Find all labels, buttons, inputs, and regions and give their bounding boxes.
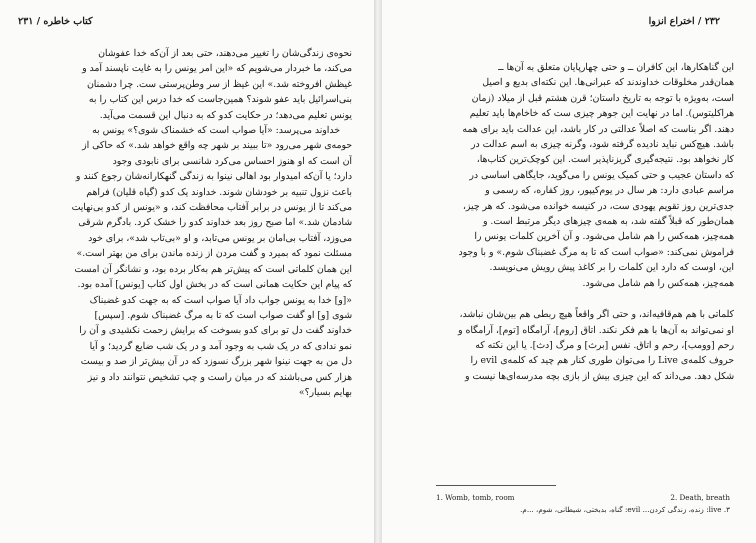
footnotes	[436, 492, 730, 516]
text-line: مراسم عبادی دارد: هر سال در یوم‌کیپور، روز کفاره، که رسمی و	[485, 185, 734, 197]
text-line: کار نخواهد بود. نتیجه‌گیری گریزناپذیر است. این کوچک‌ترین کتاب‌ها،	[476, 154, 734, 166]
text-line: یونس تعلیم می‌دهد؛ در حکایت کدو که به دنبال این قسمت می‌آید.	[99, 109, 352, 121]
text-line: دهند. اگر بناست که اصلاً عدالتی در کار باشد، این عدالت باید برای همه	[462, 123, 734, 135]
text-line: این همان کلماتی است که پیش‌تر هم به‌کار برده بود، و نشانگر آن امست	[74, 263, 352, 275]
text-line: هزار کس می‌باشند که در میان راست و چپ تشخیص نتوانند داد و نیز	[87, 371, 352, 383]
text-line: شکل دهد. می‌داند که این چیزی بیش از بازی بچه مدرسه‌ای‌ها نیست و	[465, 370, 734, 382]
text-line: غیظش افروخته شد.» این غیظ از سر وطن‌پرستی ست. چرا دشمنان	[86, 78, 352, 90]
text-line: مسئلت نمود که بمیرد و گفت مردن از زنده ماندن برای من بهتر است.»	[76, 248, 352, 260]
footnote-row	[436, 492, 730, 504]
text-line: همه‌چیز، همه‌کس را هم شامل می‌شود. و آن آخرین کلمات یونس را	[474, 231, 734, 243]
text-line: نحوه‌ی زندگی‌شان را تغییر می‌دهند، حتی بعد از آن‌که خدا عفوشان	[98, 48, 352, 59]
text-line: شوی [و] او گفت صواب است که تا به مرگ غضبناک شوم. [سپس]	[94, 309, 352, 321]
text-line: خداوند گفت دل تو برای کدو بسوخت که برایش زحمت نکشیدی و آن را	[79, 325, 352, 337]
right-running-header: ۲۳۲ / اختراع انزوا	[648, 16, 720, 27]
text-line: همان‌قدر مخلوقات خداوندند که عبرانی‌ها. این نکته‌ای بدیع و اصیل	[482, 77, 734, 89]
text-line: باشد. هیچ‌کس نباید نادیده گرفته شود، وگرنه چیزی به اسم عدالت در	[471, 139, 734, 151]
text-line: جدی‌ترین روز تقویم یهودی ست، در کنیسه خوانده می‌شود. که هر چیز،	[462, 200, 734, 212]
text-line: شادمان شد.» اما صبح روز بعد خداوند کدو را خشک کرد. بادگرم شرقی	[78, 217, 352, 229]
text-line: خداوند می‌پرسد: «آیا صواب است که خشمناک شوی؟» یونس به	[92, 125, 340, 137]
text-line: رحم [وومب]، رحم و اتاق. نفس [برث] و مرگ [دث]. یا این نکته که	[475, 339, 734, 351]
text-line: این، اوست که دارد این کلمات را بر کاغذ پیش رویش می‌نویسد.	[489, 262, 734, 274]
text-line: «[و] خدا به یونس جواب داد آیا صواب است که به جهت کدو غضبناک	[89, 294, 352, 306]
text-line: می‌وزد، آفتاب بی‌امان بر یونس می‌تابد، و او «بی‌تاب شد»، برای خود	[88, 232, 352, 244]
right-page	[382, 0, 756, 543]
paragraph-gap	[428, 291, 734, 307]
text-line: همه‌چیز، همه‌کس را هم شامل می‌شود.	[582, 277, 734, 289]
right-body-text	[428, 60, 734, 384]
book-gutter	[374, 0, 382, 543]
text-line: می‌کند، ما خبردار می‌شویم که «این امر یونس را به غایت ناپسند آمد و	[82, 63, 352, 75]
text-line: حروف کلمه‌ی Live را می‌توان طوری کنار هم چید که کلمه‌ی evil را	[470, 355, 734, 367]
text-line: همان‌طور که قبلاً گفته شد، به همه‌ی چیزهای دیگر مرتبط است. و	[482, 216, 734, 228]
text-line: او نمی‌تواند به آن‌ها با هم فکر نکند. اتاق [روم]، آرامگاه [توم]، آرامگاه و	[458, 324, 734, 336]
text-line: کلماتی با هم هم‌قافیه‌اند، و حتی اگر واقعاً هیچ ربطی هم بین‌شان نباشد،	[459, 309, 734, 321]
text-line: است، به‌ویژه با توجه به تاریخ داستان؛ قرن هشتم قبل از میلاد (زمان	[471, 92, 734, 104]
footnote-3: ۳. live: زنده، زندگی کردن... evil: گناه، بدبختی، شیطانی، شوم، ...م.	[520, 505, 730, 514]
text-line: دارد؛ یا آن‌که امیدوار بود اهالی نینوا به زندگی گنهکارانه‌شان رجوع کنند و	[75, 171, 352, 183]
text-line: هراکلیتوس). اما در نهایت این جوهر چیزی ست که خاخام‌ها باید تعلیم	[469, 108, 734, 120]
text-line: که پیام این حکایت همانی است که در بخش اول کتاب [یونس] آمده بود.	[77, 279, 352, 291]
text-line: می‌کند تا از یونس در برابر آفتاب محافظت کند، و «یونس از کدو بی‌نهایت	[71, 202, 352, 214]
left-page	[0, 0, 374, 543]
text-line: باعث نزول تنبیه بر خودشان شوند. خداوند یک کدو (گیاه قلیان) فراهم	[86, 186, 352, 198]
text-line: نمو ندادی که در یک شب به وجود آمد و در یک شب ضایع گردید؛ و آیا	[89, 340, 352, 352]
left-running-header: کتاب خاطره / ۲۳۱	[18, 16, 93, 27]
text-line: بنی‌اسرائیل باید عفو شوند؟ همین‌جاست که خدا درس این کتاب را به	[88, 94, 352, 106]
footnote-1: 1. Womb, tomb, room	[436, 493, 515, 502]
left-body-text	[24, 46, 352, 400]
text-line: فراموش نمی‌کند: «صواب است که تا به مرگ غضبناک شوم.» و با وجود	[458, 246, 734, 258]
footnote-2: 2. Death, breath	[670, 493, 730, 502]
text-line: حومه‌ی شهر می‌رود «تا ببیند بر شهر چه واقع خواهد شد.» که حاکی از	[82, 140, 352, 152]
footnote-rule	[436, 485, 556, 486]
text-line: بهایم بسیار؟»	[298, 386, 352, 398]
text-line: که داستان عجیب و حتی کمیک یونس را می‌گوید، جایگاهی اساسی در	[469, 169, 734, 181]
text-line: این گناهکارها، این کافران ــ و حتی چهارپایان متعلق به آن‌ها ــ	[498, 62, 734, 73]
text-line: دل من به جهت نینوا شهر بزرگ نسوزد که در آن بیش‌تر از صد و بیست	[80, 356, 352, 368]
text-line: آن است که او هنوز احساس می‌کرد شانسی برای نابودی وجود	[112, 155, 352, 167]
